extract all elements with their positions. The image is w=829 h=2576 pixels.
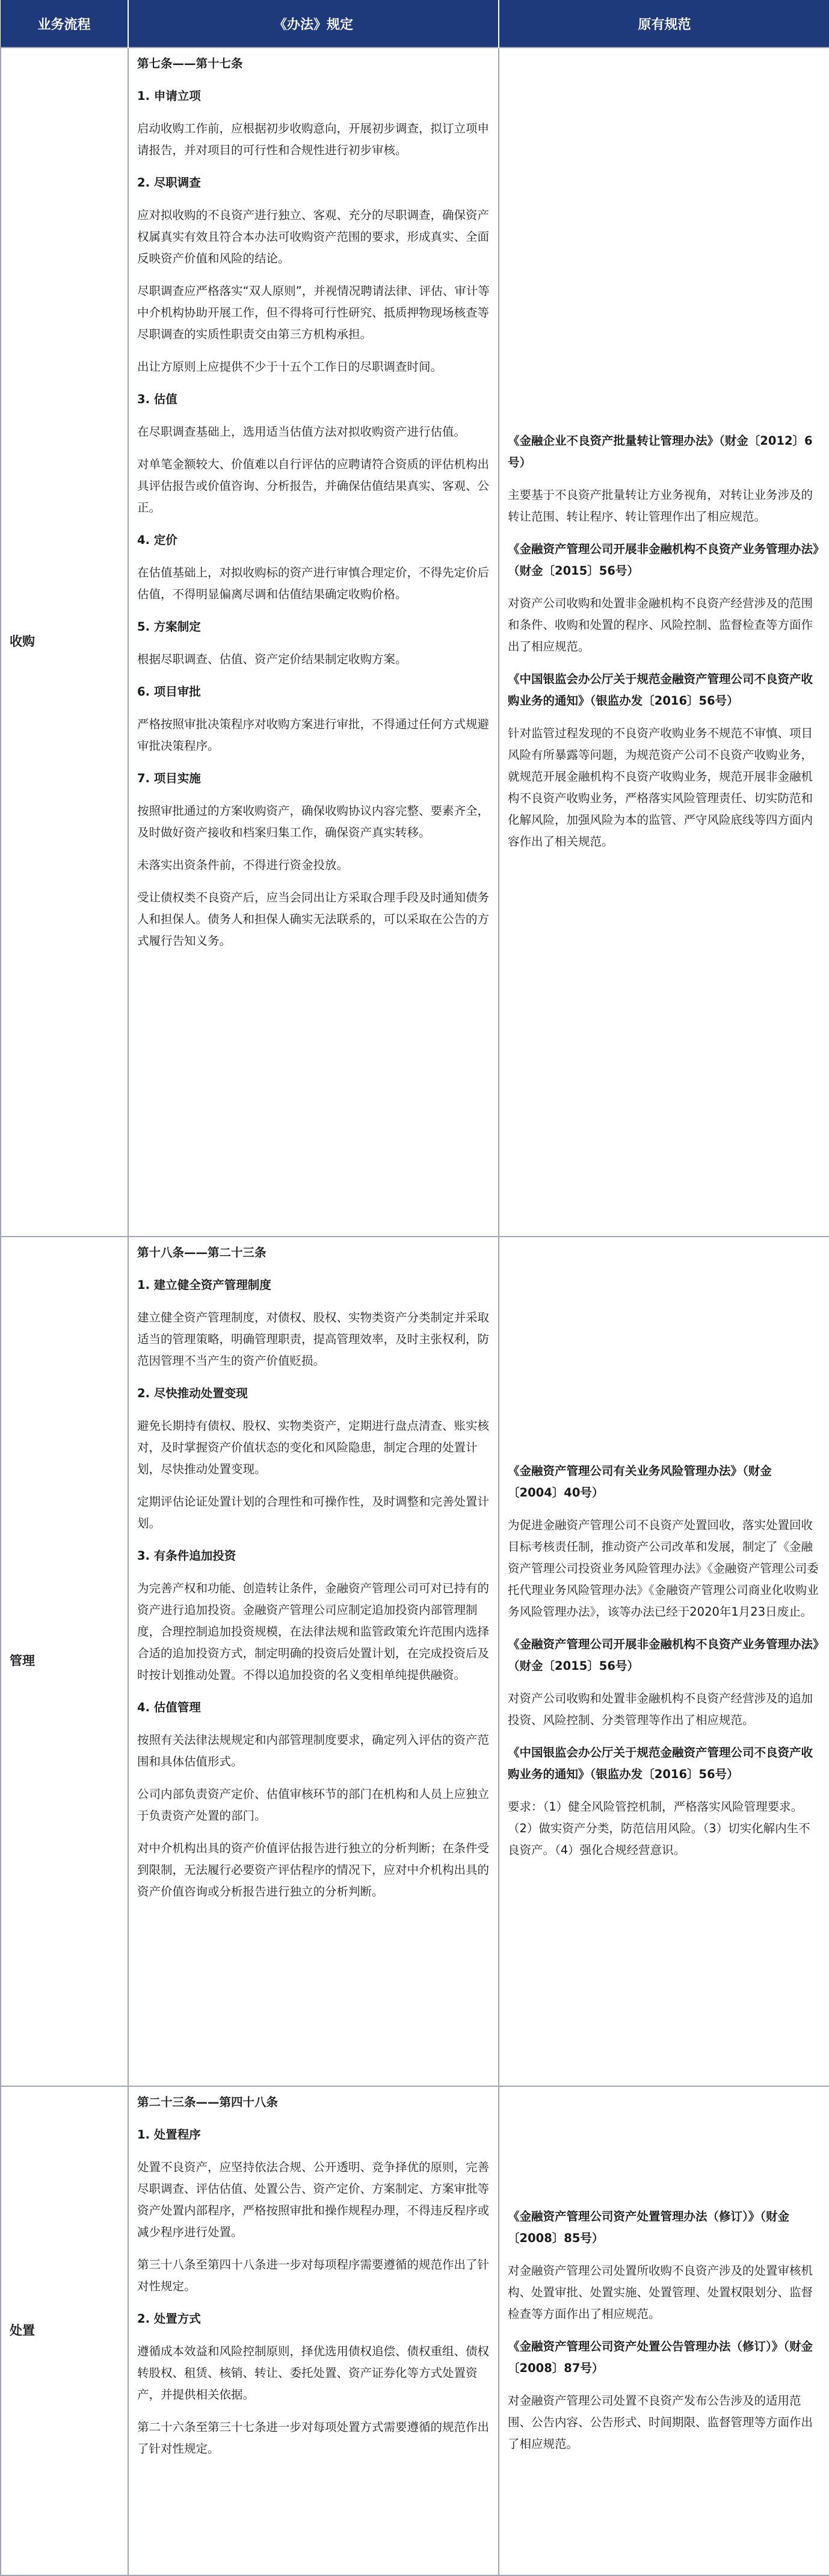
rule-paragraph: 未落实出资条件前，不得进行资金投放。: [137, 858, 349, 872]
section-heading: 4. 估值管理: [137, 1700, 201, 1714]
rule-paragraph: 避免长期持有债权、股权、实物类资产，定期进行盘点清查、账实核对，及时掌握资产价值状态的变化和风险隐患，制定合理的处置计划，尽快推动处置变现。: [137, 1419, 490, 1476]
header-measures-provisions: 《办法》规定: [128, 0, 499, 48]
section-heading: 1. 申请立项: [137, 89, 201, 103]
section-heading: 2. 尽职调查: [137, 176, 201, 190]
rule-paragraph: 处置不良资产，应坚持依法合规、公开透明、竞争择优的原则，完善尽职调查、评估估值、处置公告、资产定价、方案制定、方案审批等资产处置内部程序，严格按照审批和操作规程办理，不得违反程序或减少程序进行处置。: [137, 2160, 490, 2239]
rule-paragraph: 为完善产权和功能、创造转让条件，金融资产管理公司可对已持有的资产进行追加投资。金融资产管理公司应制定追加投资内部管理制度，合理控制追加投资规模，在法律法规和监管政策允许范围内选择合适的追加投资方式，制定明确的投资后处置计划，在完成投资后及时按计划推动处置。不得以追加投资的名义变相单纯提供融资。: [137, 1581, 490, 1682]
section-heading: 7. 项目实施: [137, 771, 201, 785]
rule-cell: [128, 48, 499, 1237]
rule-paragraph: 按照有关法律法规规定和内部管理制度要求，确定列入评估的资产范围和具体估值形式。: [137, 1733, 490, 1768]
regulation-title: 《中国银监会办公厅关于规范金融资产管理公司不良资产收购业务的通知》（银监办发〔2016〕56号）: [508, 1746, 813, 1781]
regulation-summary: 对金融资产管理公司处置不良资产发布公告涉及的适用范围、公告内容、公告形式、时间期限、监督管理等方面作出了相应规范。: [508, 2393, 813, 2451]
table-row-acquisition: [1, 48, 829, 1237]
regulation-title: 《中国银监会办公厅关于规范金融资产管理公司不良资产收购业务的通知》（银监办发〔2016〕56号）: [508, 672, 813, 708]
table-row-disposal: [1, 2086, 829, 2575]
regulation-title: 《金融资产管理公司资产处置公告管理办法（修订）》（财金〔2008〕87号）: [508, 2339, 813, 2375]
rule-paragraph: 遵循成本效益和风险控制原则，择优选用债权追偿、债权重组、债权转股权、租赁、核销、转让、委托处置、资产证券化等方式处置资产，并提供相关依据。: [137, 2344, 490, 2401]
header-business-process: 业务流程: [1, 0, 128, 48]
section-heading: 3. 估值: [137, 392, 177, 406]
section-heading: 5. 方案制定: [137, 620, 201, 634]
regulation-summary: 对资产公司收购和处置非金融机构不良资产经营涉及的追加投资、风险控制、分类管理等作出了相应规范。: [508, 1691, 813, 1727]
rule-paragraph: 尽职调查应严格落实“双人原则”，并视情况聘请法律、评估、审计等中介机构协助开展工作，但不得将可行性研究、抵质押物现场核查等尽职调查的实质性职责交由第三方机构承担。: [137, 284, 490, 341]
section-heading: 6. 项目审批: [137, 685, 201, 699]
section-heading: 第七条——第十七条: [137, 57, 243, 70]
section-heading: 3. 有条件追加投资: [137, 1549, 236, 1563]
regulation-summary: 对金融资产管理公司处置所收购不良资产涉及的处置审核机构、处置审批、处置实施、处置管理、处置权限划分、监督检查等方面作出了相应规范。: [508, 2263, 813, 2321]
rule-paragraph: 定期评估论证处置计划的合理性和可操作性，及时调整和完善处置计划。: [137, 1495, 490, 1530]
section-heading: 1. 建立健全资产管理制度: [137, 1278, 271, 1292]
regulation-summary: 为促进金融资产管理公司不良资产处置回收，落实处置回收目标考核责任制，推动资产公司改革和发展，制定了《金融资产管理公司投资业务风险管理办法》《金融资产管理公司委托代理业务风险管理办法》《金融资产管理公司商业化收购业务风险管理办法》，该等办法已经于2020年1月23日废止。: [508, 1518, 819, 1619]
regulation-cell: [499, 1237, 829, 2086]
regulation-cell: [499, 48, 829, 1237]
regulation-title: 《金融资产管理公司开展非金融机构不良资产业务管理办法》（财金〔2015〕56号）: [508, 542, 819, 578]
rule-paragraph: 按照审批通过的方案收购资产，确保收购协议内容完整、要素齐全，及时做好资产接收和档案归集工作，确保资产真实转移。: [137, 804, 490, 839]
section-heading: 第十八条——第二十三条: [137, 1246, 267, 1259]
regulation-summary: 主要基于不良资产批量转让方业务视角，对转让业务涉及的转让范围、转让程序、转让管理作出了相应规范。: [508, 488, 813, 524]
table-row-management: [1, 1237, 829, 2086]
rule-paragraph: 出让方原则上应提供不少于十五个工作日的尽职调查时间。: [137, 360, 443, 374]
rule-paragraph: 建立健全资产管理制度，对债权、股权、实物类资产分类制定并采取适当的管理策略，明确管理职责，提高管理效率，及时主张权利，防范因管理不当产生的资产价值贬损。: [137, 1311, 490, 1368]
rule-paragraph: 公司内部负责资产定价、估值审核环节的部门在机构和人员上应独立于负责资产处置的部门。: [137, 1787, 490, 1823]
regulation-cell: [499, 2086, 829, 2575]
rule-cell: [128, 1237, 499, 2086]
rule-paragraph: 严格按照审批决策程序对收购方案进行审批，不得通过任何方式规避审批决策程序。: [137, 717, 490, 753]
section-heading: 1. 处置程序: [137, 2128, 201, 2142]
rule-paragraph: 根据尽职调查、估值、资产定价结果制定收购方案。: [137, 652, 407, 666]
rule-paragraph: 启动收购工作前，应根据初步收购意向，开展初步调查，拟订立项申请报告，并对项目的可行性和合规性进行初步审核。: [137, 122, 490, 157]
regulation-summary: 针对监管过程发现的不良资产收购业务不规范不审慎、项目风险有所暴露等问题，为规范资产公司不良资产收购业务，就规范开展金融机构不良资产收购业务，规范开展非金融机构不良资产收购业务，严格落实风险管理责任、切实防范和化解风险，加强风险为本的监管、严守风险底线等四方面内容作出了相关规范。: [508, 726, 813, 848]
rule-paragraph: 在尽职调查基础上，选用适当估值方法对拟收购资产进行估值。: [137, 425, 466, 439]
regulation-title: 《金融资产管理公司资产处置管理办法（修订）》（财金〔2008〕85号）: [508, 2209, 790, 2245]
regulation-summary: 要求：（1）健全风险管控机制，严格落实风险管理要求。（2）做实资产分类，防范信用风险。（3）切实化解内生不良资产。（4）强化合规经营意识。: [508, 1800, 810, 1857]
table-body: [1, 48, 829, 2575]
rule-paragraph: 对中介机构出具的资产价值评估报告进行独立的分析判断；在条件受到限制，无法履行必要资产评估程序的情况下，应对中介机构出具的资产价值咨询或分析报告进行独立的分析判断。: [137, 1841, 490, 1898]
section-heading: 第二十三条——第四十八条: [137, 2095, 279, 2109]
regulation-title: 《金融资产管理公司有关业务风险管理办法》（财金〔2004〕40号）: [508, 1464, 772, 1500]
rule-paragraph: 应对拟收购的不良资产进行独立、客观、充分的尽职调查，确保资产权属真实有效且符合本办法可收购资产范围的要求，形成真实、全面反映资产价值和风险的结论。: [137, 208, 490, 265]
section-heading: 2. 尽快推动处置变现: [137, 1386, 248, 1400]
rule-paragraph: 第三十八条至第四十八条进一步对每项程序需要遵循的规范作出了针对性规定。: [137, 2258, 490, 2293]
rule-paragraph: 在估值基础上，对拟收购标的资产进行审慎合理定价，不得先定价后估值，不得明显偏离尽调和估值结果确定收购价格。: [137, 566, 490, 601]
rule-paragraph: 对单笔金额较大、价值难以自行评估的应聘请符合资质的评估机构出具评估报告或价值咨询、分析报告，并确保估值结果真实、客观、公正。: [137, 457, 490, 514]
regulation-title: 《金融企业不良资产批量转让管理办法》（财金〔2012〕6号）: [508, 434, 813, 469]
regulation-summary: 对资产公司收购和处置非金融机构不良资产经营涉及的范围和条件、收购和处置的程序、风险控制、监督检查等方面作出了相应规范。: [508, 596, 813, 653]
rule-paragraph: 受让债权类不良资产后，应当会同出让方采取合理手段及时通知债务人和担保人。债务人和担保人确实无法联系的，可以采取在公告的方式履行告知义务。: [137, 891, 490, 948]
rule-cell: [128, 2086, 499, 2575]
section-heading: 4. 定价: [137, 533, 177, 547]
process-cell: 收购: [1, 48, 128, 1237]
table-header: [1, 0, 829, 48]
process-cell: 管理: [1, 1237, 128, 2086]
section-heading: 2. 处置方式: [137, 2312, 201, 2326]
header-existing-regulations: 原有规范: [499, 0, 829, 48]
rule-paragraph: 第二十六条至第三十七条进一步对每项处置方式需要遵循的规范作出了针对性规定。: [137, 2420, 490, 2456]
process-cell: 处置: [1, 2086, 128, 2575]
regulation-title: 《金融资产管理公司开展非金融机构不良资产业务管理办法》（财金〔2015〕56号）: [508, 1637, 819, 1673]
header-row: [1, 0, 829, 48]
